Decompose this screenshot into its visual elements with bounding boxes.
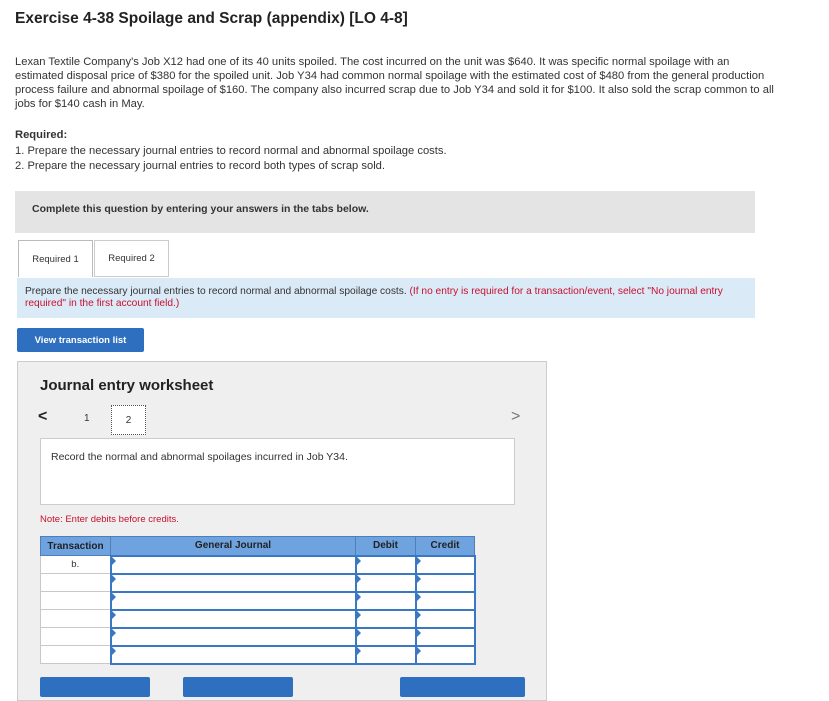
tab-required-2[interactable]: Required 2 bbox=[94, 240, 169, 277]
debit-input[interactable] bbox=[356, 592, 416, 610]
account-input[interactable] bbox=[111, 646, 356, 664]
column-header-transaction: Transaction bbox=[41, 537, 111, 556]
table-row bbox=[41, 592, 475, 610]
problem-description: Lexan Textile Company's Job X12 had one of its 40 units spoiled. The cost incurred on the unit was $640. It was specific normal spoilage with an estimated disposal price of $380 for the spoiled unit. Job Y34 had common normal spoilage with the estimated cost of $480 from the general production process failure and abnormal spoilage of $160. The company also incurred scrap due to Job Y34 and sold it for $100. It also sold the scrap common to all jobs for $140 cash in May. bbox=[15, 56, 774, 110]
account-input[interactable] bbox=[111, 574, 356, 592]
transaction-cell bbox=[41, 610, 111, 628]
complete-question-text: Complete this question by entering your answers in the tabs below. bbox=[32, 203, 369, 215]
worksheet-title: Journal entry worksheet bbox=[40, 377, 214, 394]
instruction-text: Prepare the necessary journal entries to record normal and abnormal spoilage costs. bbox=[25, 286, 407, 297]
tab-required-1[interactable]: Required 1 bbox=[18, 240, 93, 277]
credit-input[interactable] bbox=[416, 646, 475, 664]
table-row bbox=[41, 574, 475, 592]
account-input[interactable] bbox=[111, 556, 356, 574]
table-row bbox=[41, 556, 475, 574]
debit-input[interactable] bbox=[356, 556, 416, 574]
column-header-credit: Credit bbox=[416, 537, 475, 556]
credit-input[interactable] bbox=[416, 610, 475, 628]
required-item-2: 2. Prepare the necessary journal entries to record both types of scrap sold. bbox=[15, 160, 386, 172]
account-input[interactable] bbox=[111, 592, 356, 610]
debit-input[interactable] bbox=[356, 574, 416, 592]
page-2-current[interactable]: 2 bbox=[111, 405, 146, 435]
debit-input[interactable] bbox=[356, 610, 416, 628]
account-input[interactable] bbox=[111, 628, 356, 646]
record-entry-button[interactable] bbox=[40, 677, 150, 697]
debit-input[interactable] bbox=[356, 646, 416, 664]
transaction-cell bbox=[41, 592, 111, 610]
required-item-1: 1. Prepare the necessary journal entries to record normal and abnormal spoilage costs. bbox=[15, 145, 447, 157]
table-row bbox=[41, 610, 475, 628]
record-instruction-text: Record the normal and abnormal spoilages incurred in Job Y34. bbox=[51, 451, 348, 463]
debits-credits-note: Note: Enter debits before credits. bbox=[40, 514, 179, 525]
credit-input[interactable] bbox=[416, 592, 475, 610]
required-heading: Required: bbox=[15, 129, 68, 141]
credit-input[interactable] bbox=[416, 556, 475, 574]
page-1-link[interactable]: 1 bbox=[84, 413, 90, 424]
chevron-right-icon[interactable]: > bbox=[511, 408, 521, 425]
table-row bbox=[41, 628, 475, 646]
table-row bbox=[41, 646, 475, 664]
view-general-journal-button[interactable] bbox=[400, 677, 525, 697]
clear-entry-button[interactable] bbox=[183, 677, 293, 697]
transaction-cell bbox=[41, 646, 111, 664]
credit-input[interactable] bbox=[416, 628, 475, 646]
general-journal-table bbox=[40, 536, 476, 665]
column-header-general-journal: General Journal bbox=[111, 537, 356, 556]
view-transaction-list-button[interactable]: View transaction list bbox=[17, 328, 144, 352]
account-input[interactable] bbox=[111, 610, 356, 628]
chevron-left-icon[interactable]: < bbox=[38, 408, 48, 425]
page-title: Exercise 4-38 Spoilage and Scrap (appendix) [LO 4-8] bbox=[15, 10, 408, 27]
complete-question-banner bbox=[15, 191, 755, 233]
record-instruction-box bbox=[40, 438, 515, 505]
column-header-debit: Debit bbox=[356, 537, 416, 556]
instruction-note: (If no entry is required for a transaction/event, select "No journal entry required" in the first account field.) bbox=[25, 286, 723, 309]
instruction-box bbox=[17, 278, 755, 318]
debit-input[interactable] bbox=[356, 628, 416, 646]
transaction-cell: b. bbox=[41, 556, 111, 574]
credit-input[interactable] bbox=[416, 574, 475, 592]
transaction-cell bbox=[41, 574, 111, 592]
transaction-cell bbox=[41, 628, 111, 646]
